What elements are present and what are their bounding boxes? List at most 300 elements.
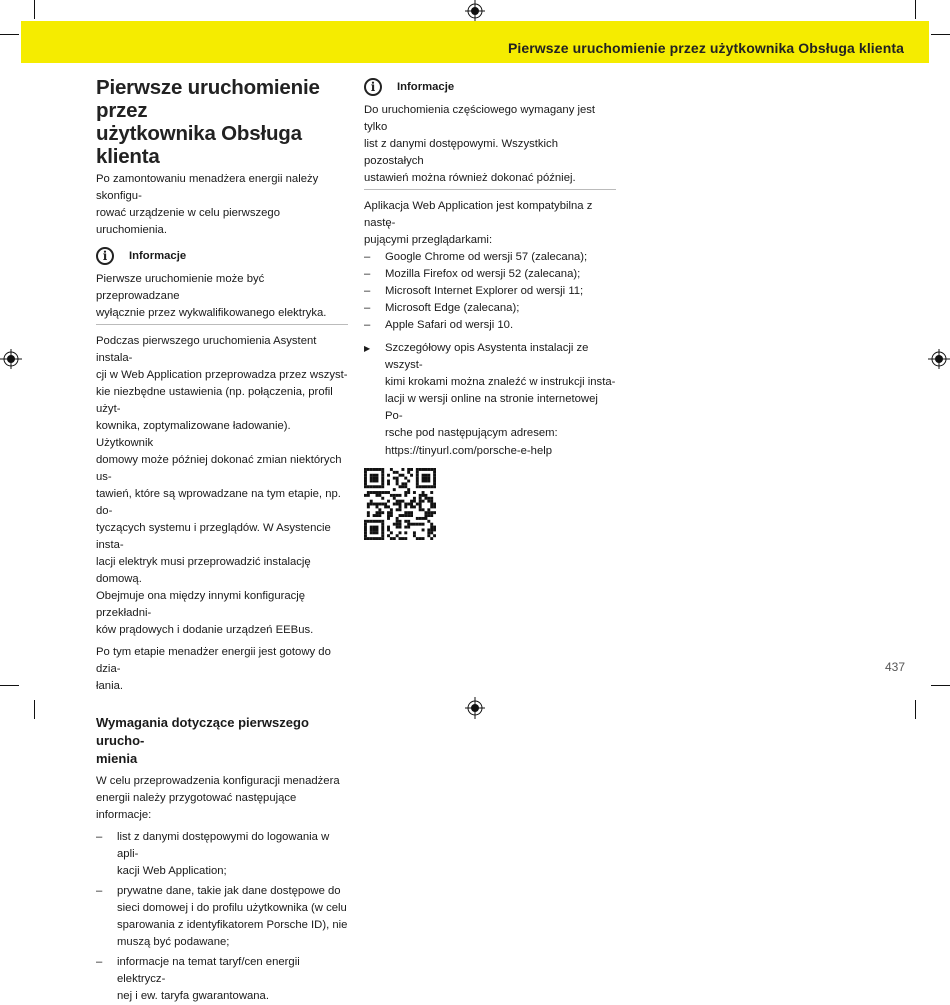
qr-module <box>422 480 425 483</box>
qr-module <box>364 471 367 474</box>
qr-module <box>422 517 425 520</box>
qr-module <box>390 494 393 497</box>
qr-module <box>364 531 367 534</box>
qr-module <box>416 517 419 520</box>
qr-module <box>376 480 379 483</box>
qr-module <box>422 500 425 503</box>
qr-module <box>396 482 399 485</box>
qr-module <box>416 474 419 477</box>
qr-module <box>376 468 379 471</box>
registration-mark-icon <box>0 347 22 371</box>
qr-module <box>376 477 379 480</box>
qr-module <box>404 482 407 485</box>
qr-module <box>433 503 436 506</box>
qr-module <box>399 500 402 503</box>
help-url[interactable]: https://tinyurl.com/porsche-e-help <box>385 445 553 457</box>
browser-name: Google Chrome od wersji 57 (zalecana); <box>385 251 588 263</box>
qr-module <box>413 497 416 500</box>
qr-module <box>373 531 376 534</box>
info-icon: i <box>96 247 114 265</box>
qr-module <box>404 477 407 480</box>
text-line: Wymagania dotyczące pierwszego urucho- <box>96 715 309 748</box>
qr-module <box>378 468 381 471</box>
qr-module <box>427 477 430 480</box>
qr-module <box>393 523 396 526</box>
crop-mark <box>915 0 916 19</box>
qr-module <box>407 491 410 494</box>
qr-module <box>424 494 427 497</box>
qr-module <box>427 480 430 483</box>
qr-module <box>378 520 381 523</box>
registration-mark-icon <box>463 697 487 719</box>
qr-module <box>427 534 430 537</box>
arrow-bullet-icon: ▶ <box>364 344 371 353</box>
qr-module <box>381 537 384 540</box>
right-column <box>364 78 616 540</box>
qr-module <box>393 537 396 540</box>
qr-module <box>393 488 396 491</box>
qr-module <box>399 520 402 523</box>
bullet-marker: – <box>364 251 371 263</box>
qr-module <box>422 474 425 477</box>
qr-module <box>364 468 367 471</box>
info-text <box>96 271 348 324</box>
qr-module <box>424 468 427 471</box>
qr-module <box>427 485 430 488</box>
page-number: 437 <box>885 660 906 674</box>
text-line: tawień, które są wprowadzane na tym etapie, np. do- <box>96 488 341 517</box>
qr-module <box>364 534 367 537</box>
list-item <box>364 249 616 266</box>
qr-module <box>401 485 404 488</box>
qr-module <box>424 514 427 517</box>
qr-module <box>390 514 393 517</box>
qr-module <box>399 523 402 526</box>
qr-module <box>396 477 399 480</box>
qr-module <box>381 520 384 523</box>
qr-module <box>401 474 404 477</box>
qr-module <box>413 523 416 526</box>
qr-module <box>430 491 433 494</box>
qr-module <box>427 500 430 503</box>
qr-module <box>396 500 399 503</box>
qr-module <box>396 494 399 497</box>
list-item <box>96 829 348 880</box>
qr-module <box>376 503 379 506</box>
browser-name: Microsoft Internet Explorer od wersji 11; <box>385 285 584 297</box>
qr-module <box>373 528 376 531</box>
left-column <box>96 76 348 1005</box>
qr-module <box>419 523 422 526</box>
qr-module <box>404 537 407 540</box>
qr-module <box>370 468 373 471</box>
qr-module <box>370 500 373 503</box>
qr-module <box>387 528 390 531</box>
qr-module <box>387 517 390 520</box>
qr-module <box>433 485 436 488</box>
text-line: Do uruchomienia częściowego wymagany jest tylko <box>364 104 596 133</box>
qr-module <box>387 526 390 529</box>
qr-module <box>364 528 367 531</box>
qr-module <box>396 523 399 526</box>
text-line: ustawień można również dokonać później. <box>364 172 576 184</box>
qr-module <box>367 503 370 506</box>
qr-module <box>422 528 425 531</box>
qr-module <box>422 491 425 494</box>
qr-module <box>399 526 402 529</box>
list-item <box>96 954 348 1005</box>
qr-module <box>376 474 379 477</box>
qr-module <box>427 497 430 500</box>
qr-module <box>387 514 390 517</box>
qr-module <box>399 503 402 506</box>
qr-module <box>422 537 425 540</box>
bullet-marker: – <box>96 831 103 843</box>
text-line: energii należy przygotować następujące informacje: <box>96 792 297 821</box>
qr-module <box>390 511 393 514</box>
qr-module <box>416 482 419 485</box>
qr-module <box>381 491 384 494</box>
qr-module <box>387 500 390 503</box>
qr-module <box>376 491 379 494</box>
qr-module <box>419 517 422 520</box>
qr-module <box>416 468 419 471</box>
qr-module <box>419 508 422 511</box>
qr-module <box>364 477 367 480</box>
qr-module <box>410 514 413 517</box>
qr-module <box>373 526 376 529</box>
qr-module <box>376 526 379 529</box>
qr-module <box>399 537 402 540</box>
qr-module <box>401 514 404 517</box>
qr-module <box>370 531 373 534</box>
body-paragraph <box>364 198 616 249</box>
qr-module <box>430 523 433 526</box>
qr-module <box>393 477 396 480</box>
qr-module <box>376 505 379 508</box>
qr-module <box>370 477 373 480</box>
qr-module <box>381 526 384 529</box>
crop-mark <box>931 685 950 686</box>
info-icon: i <box>364 78 382 96</box>
text-line: Obejmuje ona między innymi konfigurację przekładni- <box>96 590 306 619</box>
qr-module <box>364 526 367 529</box>
qr-module <box>396 526 399 529</box>
qr-module <box>384 505 387 508</box>
qr-module <box>419 500 422 503</box>
qr-module <box>433 526 436 529</box>
qr-module <box>410 505 413 508</box>
qr-module <box>419 497 422 500</box>
browser-name: Apple Safari od wersji 10. <box>385 319 514 331</box>
qr-module <box>381 477 384 480</box>
bullet-marker: – <box>364 302 371 314</box>
qr-module <box>427 474 430 477</box>
crop-mark <box>931 34 950 35</box>
qr-module <box>390 531 393 534</box>
bullet-marker: – <box>364 319 371 331</box>
qr-module <box>433 471 436 474</box>
text-line: informacje na temat taryf/cen energii elektrycz- <box>117 956 300 985</box>
qr-module <box>381 511 384 514</box>
qr-module <box>427 468 430 471</box>
bullet-marker: – <box>364 268 371 280</box>
qr-module <box>364 523 367 526</box>
qr-module <box>407 523 410 526</box>
qr-module <box>396 520 399 523</box>
qr-module <box>404 511 407 514</box>
qr-module <box>424 474 427 477</box>
qr-module <box>364 520 367 523</box>
qr-module <box>376 485 379 488</box>
qr-module <box>387 480 390 483</box>
qr-module <box>419 468 422 471</box>
qr-module <box>367 505 370 508</box>
qr-module <box>422 508 425 511</box>
qr-module <box>407 488 410 491</box>
qr-module <box>390 508 393 511</box>
crop-mark <box>34 0 35 19</box>
qr-module <box>430 500 433 503</box>
qr-module <box>387 511 390 514</box>
qr-module <box>430 468 433 471</box>
qr-module <box>367 485 370 488</box>
qr-module <box>373 520 376 523</box>
qr-module <box>373 503 376 506</box>
intro-paragraph <box>96 171 348 239</box>
qr-module <box>424 511 427 514</box>
qr-module <box>399 531 402 534</box>
qr-module <box>381 480 384 483</box>
qr-module <box>416 485 419 488</box>
qr-module <box>378 514 381 517</box>
qr-module <box>404 491 407 494</box>
info-label: Informacje <box>129 250 187 262</box>
qr-module <box>433 480 436 483</box>
qr-module <box>419 494 422 497</box>
qr-module <box>413 500 416 503</box>
qr-module <box>381 528 384 531</box>
text-line: kimi krokami można znaleźć w instrukcji insta- <box>385 376 616 388</box>
qr-module <box>407 520 410 523</box>
qr-module <box>399 514 402 517</box>
qr-module <box>416 523 419 526</box>
list-item <box>364 340 616 460</box>
qr-module <box>378 511 381 514</box>
qr-module <box>410 523 413 526</box>
body-paragraph <box>96 773 348 824</box>
text-line: Pierwsze uruchomienie może być przeprowadzane <box>96 273 265 302</box>
bullet-marker: – <box>96 885 103 897</box>
qr-module <box>433 474 436 477</box>
qr-module <box>404 505 407 508</box>
qr-module <box>430 497 433 500</box>
qr-module <box>413 505 416 508</box>
qr-module <box>378 537 381 540</box>
qr-module <box>407 471 410 474</box>
qr-module <box>376 494 379 497</box>
text-line: łania. <box>96 680 124 692</box>
qr-module <box>367 491 370 494</box>
text-line: sieci domowej i do profilu użytkownika (w celu <box>117 902 347 914</box>
qr-module <box>373 474 376 477</box>
qr-module <box>393 471 396 474</box>
info-box <box>96 247 348 325</box>
requirements-list <box>96 829 348 1005</box>
qr-module <box>407 480 410 483</box>
qr-module <box>422 494 425 497</box>
text-line: domowy może później dokonać zmian niektórych us- <box>96 454 342 483</box>
qr-module <box>427 508 430 511</box>
qr-module <box>424 477 427 480</box>
qr-module <box>422 523 425 526</box>
page-title <box>96 76 348 168</box>
qr-module <box>376 520 379 523</box>
list-item <box>364 283 616 300</box>
text-line: wyłącznie przez wykwalifikowanego elektryka. <box>96 307 327 319</box>
qr-module <box>430 514 433 517</box>
qr-module <box>378 485 381 488</box>
text-line: Po zamontowaniu menadżera energii należy skonfigu- <box>96 173 319 202</box>
qr-module <box>376 531 379 534</box>
qr-module <box>430 528 433 531</box>
qr-module <box>387 491 390 494</box>
qr-module <box>373 480 376 483</box>
qr-module <box>407 526 410 529</box>
qr-module <box>410 474 413 477</box>
qr-module <box>367 511 370 514</box>
text-line: ków prądowych i dodanie urządzeń EEBus. <box>96 624 314 636</box>
qr-module <box>404 494 407 497</box>
qr-module <box>422 485 425 488</box>
qr-module <box>387 505 390 508</box>
qr-module <box>390 468 393 471</box>
qr-module <box>370 526 373 529</box>
qr-module <box>364 480 367 483</box>
text-line: kownika, zoptymalizowane ładowanie). Użytkownik <box>96 420 291 449</box>
text-line: Podczas pierwszego uruchomienia Asystent instala- <box>96 335 317 364</box>
section-heading <box>96 714 348 768</box>
qr-module <box>433 468 436 471</box>
qr-module <box>370 474 373 477</box>
qr-module <box>376 528 379 531</box>
header-banner <box>21 21 929 63</box>
page-title-line: Pierwsze uruchomienie przez <box>96 76 320 122</box>
crop-mark <box>0 685 19 686</box>
qr-module <box>378 491 381 494</box>
qr-module <box>387 534 390 537</box>
qr-module <box>410 511 413 514</box>
qr-module <box>381 503 384 506</box>
qr-module <box>430 505 433 508</box>
qr-module <box>401 500 404 503</box>
qr-module <box>373 468 376 471</box>
qr-module <box>364 537 367 540</box>
browser-list <box>364 249 616 334</box>
info-box <box>364 78 616 190</box>
qr-module <box>424 497 427 500</box>
qr-module <box>419 537 422 540</box>
qr-module <box>404 503 407 506</box>
qr-module <box>396 503 399 506</box>
qr-module <box>364 494 367 497</box>
text-line: cji w Web Application przeprowadza przez wszyst- <box>96 369 348 381</box>
qr-module <box>381 468 384 471</box>
qr-module <box>401 537 404 540</box>
qr-module <box>378 503 381 506</box>
qr-module <box>373 491 376 494</box>
qr-module <box>367 468 370 471</box>
qr-module <box>404 531 407 534</box>
qr-module <box>416 537 419 540</box>
qr-module <box>378 494 381 497</box>
qr-module <box>401 482 404 485</box>
qr-module <box>422 477 425 480</box>
qr-module <box>430 511 433 514</box>
body-paragraph <box>96 644 348 695</box>
list-item <box>96 883 348 951</box>
list-item <box>364 266 616 283</box>
qr-module <box>416 471 419 474</box>
qr-module <box>384 503 387 506</box>
qr-module <box>393 497 396 500</box>
text-line: rsche pod następującym adresem: <box>385 427 558 439</box>
qr-module <box>399 494 402 497</box>
qr-module <box>396 480 399 483</box>
info-header <box>364 78 616 102</box>
qr-module <box>370 491 373 494</box>
qr-module <box>407 514 410 517</box>
qr-module <box>430 526 433 529</box>
info-text <box>364 102 616 189</box>
text-line: rować urządzenie w celu pierwszego uruchomienia. <box>96 207 280 236</box>
qr-module <box>376 537 379 540</box>
qr-module <box>404 514 407 517</box>
page-title-line: użytkownika Obsługa klienta <box>96 122 302 168</box>
text-line: tyczących systemu i przeglądów. W Asystencie insta- <box>96 522 331 551</box>
qr-module <box>424 517 427 520</box>
qr-module <box>407 511 410 514</box>
browser-name: Microsoft Edge (zalecana); <box>385 302 520 314</box>
qr-module <box>401 468 404 471</box>
qr-module <box>370 537 373 540</box>
qr-module <box>416 503 419 506</box>
qr-module <box>416 480 419 483</box>
qr-module <box>367 494 370 497</box>
qr-module <box>427 511 430 514</box>
qr-module <box>367 520 370 523</box>
text-line: lacji w wersji online na stronie internetowej Po- <box>385 393 598 422</box>
text-line: mienia <box>96 751 138 766</box>
text-line: pującymi przeglądarkami: <box>364 234 493 246</box>
qr-module <box>381 482 384 485</box>
crop-mark <box>34 700 35 719</box>
qr-module <box>410 468 413 471</box>
qr-module <box>433 482 436 485</box>
text-line: kacji Web Application; <box>117 865 227 877</box>
text-line: lacji elektryk musi przeprowadzić instalację domową. <box>96 556 311 585</box>
qr-module <box>373 537 376 540</box>
qr-module <box>430 531 433 534</box>
qr-module <box>384 491 387 494</box>
qr-module <box>376 514 379 517</box>
qr-module <box>393 494 396 497</box>
qr-module <box>407 503 410 506</box>
crop-mark <box>0 34 19 35</box>
text-line: W celu przeprowadzenia konfiguracji menadżera <box>96 775 340 787</box>
list-item <box>364 300 616 317</box>
qr-module <box>419 505 422 508</box>
